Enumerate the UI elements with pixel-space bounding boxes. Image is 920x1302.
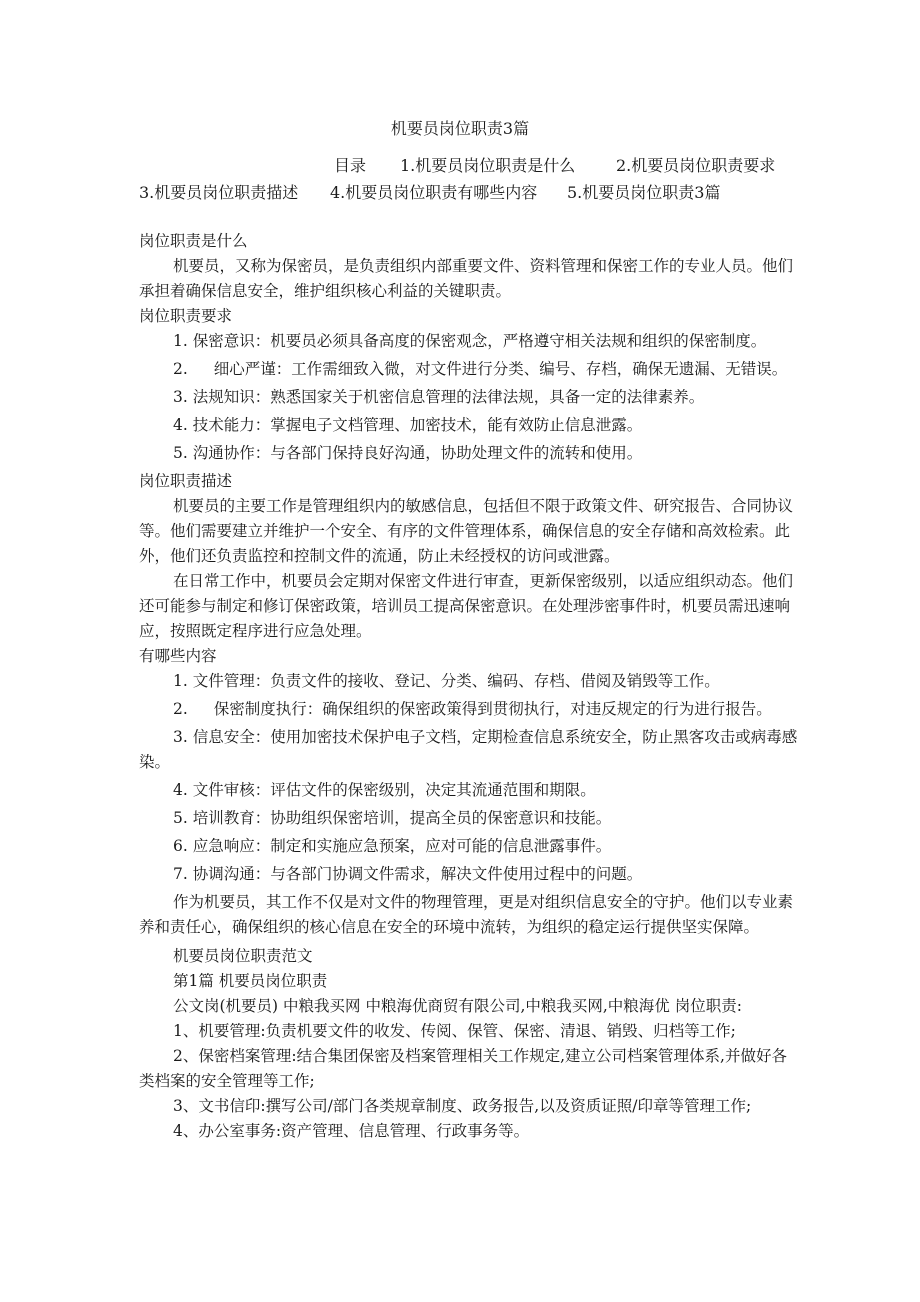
document-body [139, 229, 799, 1144]
list-item: 1. 保密意识：机要员必须具备高度的保密观念，严格遵守相关法规和组织的保密制度。 [173, 332, 767, 350]
list-item: 5. 沟通协作：与各部门保持良好沟通，协助处理文件的流转和使用。 [173, 444, 643, 462]
paragraph: 机要员，又称为保密员，是负责组织内部重要文件、资料管理和保密工作的专业人员。他们承担着确保信息安全，维护组织核心利益的关键职责。 [139, 257, 794, 300]
toc-item[interactable]: 2.机要员岗位职责要求 [616, 156, 776, 175]
list-item: 1. 文件管理：负责文件的接收、登记、分类、编码、存档、借阅及销毁等工作。 [173, 672, 720, 690]
list-item: 3. 信息安全：使用加密技术保护电子文档，定期检查信息系统安全，防止黑客攻击或病毒感染。 [139, 728, 798, 771]
section-heading: 机要员岗位职责范文 [173, 947, 313, 965]
toc-label: 目录 [334, 156, 367, 175]
duty-item: 2、保密档案管理:结合集团保密及档案管理相关工作规定,建立公司档案管理体系,并做好各类档案的安全管理等工作; [139, 1047, 787, 1090]
list-item: 5. 培训教育：协助组织保密培训，提高全员的保密意识和技能。 [173, 809, 612, 827]
list-item: 3. 法规知识：熟悉国家关于机密信息管理的法律法规，具备一定的法律素养。 [173, 388, 705, 406]
section-heading: 岗位职责是什么 [139, 232, 248, 250]
paragraph: 在日常工作中，机要员会定期对保密文件进行审查，更新保密级别，以适应组织动态。他们还可能参与制定和修订保密政策，培训员工提高保密意识。在处理涉密事件时，机要员需迅速响应，按照既定程序进行应急处理。 [139, 572, 794, 640]
list-item: 7. 协调沟通：与各部门协调文件需求，解决文件使用过程中的问题。 [173, 865, 643, 883]
paragraph: 公文岗(机要员) 中粮我买网 中粮海优商贸有限公司,中粮我买网,中粮海优 岗位职责: [173, 997, 742, 1015]
list-item: 2. 保密制度执行：确保组织的保密政策得到贯彻执行，对违反规定的行为进行报告。 [173, 700, 772, 718]
duty-item: 4、办公室事务:资产管理、信息管理、行政事务等。 [173, 1122, 530, 1140]
article-title: 第1篇 机要员岗位职责 [173, 972, 328, 990]
toc-item[interactable]: 5.机要员岗位职责3篇 [567, 183, 721, 202]
list-item: 4. 文件审核：评估文件的保密级别，决定其流通范围和期限。 [173, 781, 596, 799]
section-heading: 岗位职责要求 [139, 307, 233, 325]
list-item: 6. 应急响应：制定和实施应急预案，应对可能的信息泄露事件。 [173, 837, 612, 855]
section-heading: 有哪些内容 [139, 647, 217, 665]
list-item: 2. 细心严谨：工作需细致入微，对文件进行分类、编号、存档，确保无遗漏、无错误。 [173, 360, 788, 378]
duty-item: 1、机要管理:负责机要文件的收发、传阅、保管、保密、清退、销毁、归档等工作; [173, 1022, 736, 1040]
paragraph: 作为机要员，其工作不仅是对文件的物理管理，更是对组织信息安全的守护。他们以专业素养和责任心，确保组织的核心信息在安全的环境中流转，为组织的稳定运行提供坚实保障。 [139, 893, 794, 936]
toc-item[interactable]: 3.机要员岗位职责描述 [139, 183, 299, 202]
toc-item[interactable]: 4.机要员岗位职责有哪些内容 [330, 183, 538, 202]
list-item: 4. 技术能力：掌握电子文档管理、加密技术，能有效防止信息泄露。 [173, 416, 643, 434]
duty-item: 3、文书信印:撰写公司/部门各类规章制度、政务报告,以及资质证照/印章等管理工作; [173, 1097, 752, 1115]
paragraph: 机要员的主要工作是管理组织内的敏感信息，包括但不限于政策文件、研究报告、合同协议等。他们需要建立并维护一个安全、有序的文件管理体系，确保信息的安全存储和高效检索。此外，他们还负责监控和控制文件的流通，防止未经授权的访问或泄露。 [139, 497, 794, 565]
document-title: 机要员岗位职责3篇 [390, 119, 530, 138]
toc-item[interactable]: 1.机要员岗位职责是什么 [400, 156, 576, 175]
section-heading: 岗位职责描述 [139, 472, 233, 490]
